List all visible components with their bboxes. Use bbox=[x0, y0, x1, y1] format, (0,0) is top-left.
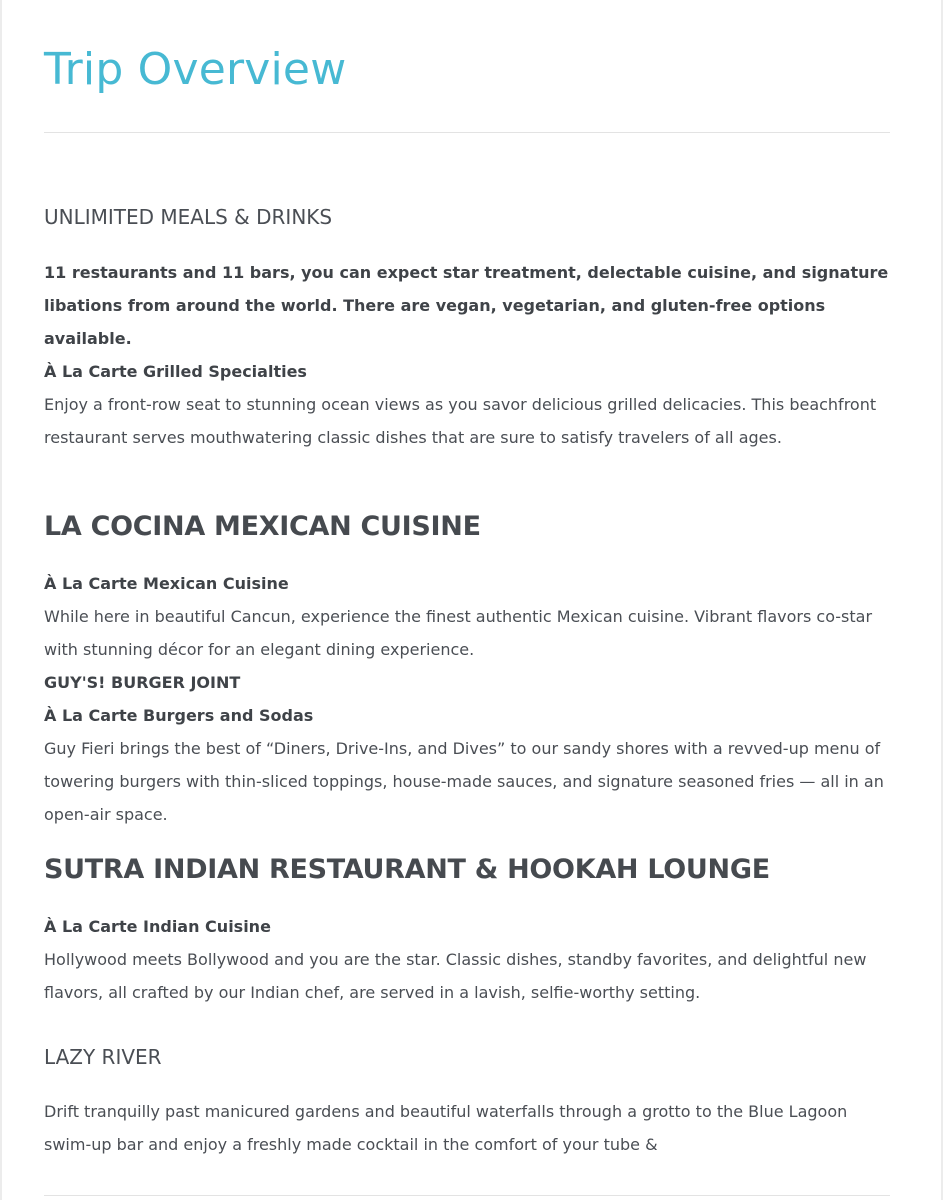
page-frame-left bbox=[0, 0, 2, 1200]
section-heading-sutra: SUTRA INDIAN RESTAURANT & HOOKAH LOUNGE bbox=[44, 854, 770, 885]
la-cocina-description: While here in beautiful Cancun, experience the finest authentic Mexican cuisine. Vibrant flavors co-star with stunning décor for an elegant dining experience. bbox=[44, 607, 873, 659]
grill-subheading: À La Carte Grilled Specialties bbox=[44, 362, 307, 381]
grill-description: Enjoy a front-row seat to stunning ocean views as you savor delicious grilled delicacies. This beachfront restaurant serves mouthwatering classic dishes that are sure to satisfy travelers of all ages. bbox=[44, 395, 877, 447]
section-heading-la-cocina: LA COCINA MEXICAN CUISINE bbox=[44, 511, 481, 542]
burger-joint-description: Guy Fieri brings the best of “Diners, Drive-Ins, and Dives” to our sandy shores with a revved-up menu of towering burgers with thin-sliced toppings, house-made sauces, and signature seasoned fries — all in an open-air space. bbox=[44, 739, 884, 824]
la-cocina-subheading: À La Carte Mexican Cuisine bbox=[44, 574, 289, 593]
lazy-river-description: Drift tranquilly past manicured gardens and beautiful waterfalls through a grotto to the Blue Lagoon swim-up bar and enjoy a freshly made cocktail in the comfort of your tube & bbox=[44, 1102, 848, 1154]
page-title: Trip Overview bbox=[44, 44, 347, 95]
title-divider bbox=[44, 132, 890, 133]
meals-intro: 11 restaurants and 11 bars, you can expect star treatment, delectable cuisine, and signature libations from around the world. There are vegan, vegetarian, and gluten-free options available. bbox=[44, 263, 889, 348]
sutra-subheading: À La Carte Indian Cuisine bbox=[44, 917, 271, 936]
burger-joint-subheading: À La Carte Burgers and Sodas bbox=[44, 706, 314, 725]
section-heading-lazy-river: LAZY RIVER bbox=[44, 1045, 162, 1069]
sutra-description: Hollywood meets Bollywood and you are the star. Classic dishes, standby favorites, and delightful new flavors, all crafted by our Indian chef, are served in a lavish, selfie-worthy setting. bbox=[44, 950, 867, 1002]
bottom-divider bbox=[44, 1195, 890, 1196]
section-heading-meals: UNLIMITED MEALS & DRINKS bbox=[44, 205, 333, 229]
burger-joint-heading: GUY'S! BURGER JOINT bbox=[44, 673, 241, 692]
